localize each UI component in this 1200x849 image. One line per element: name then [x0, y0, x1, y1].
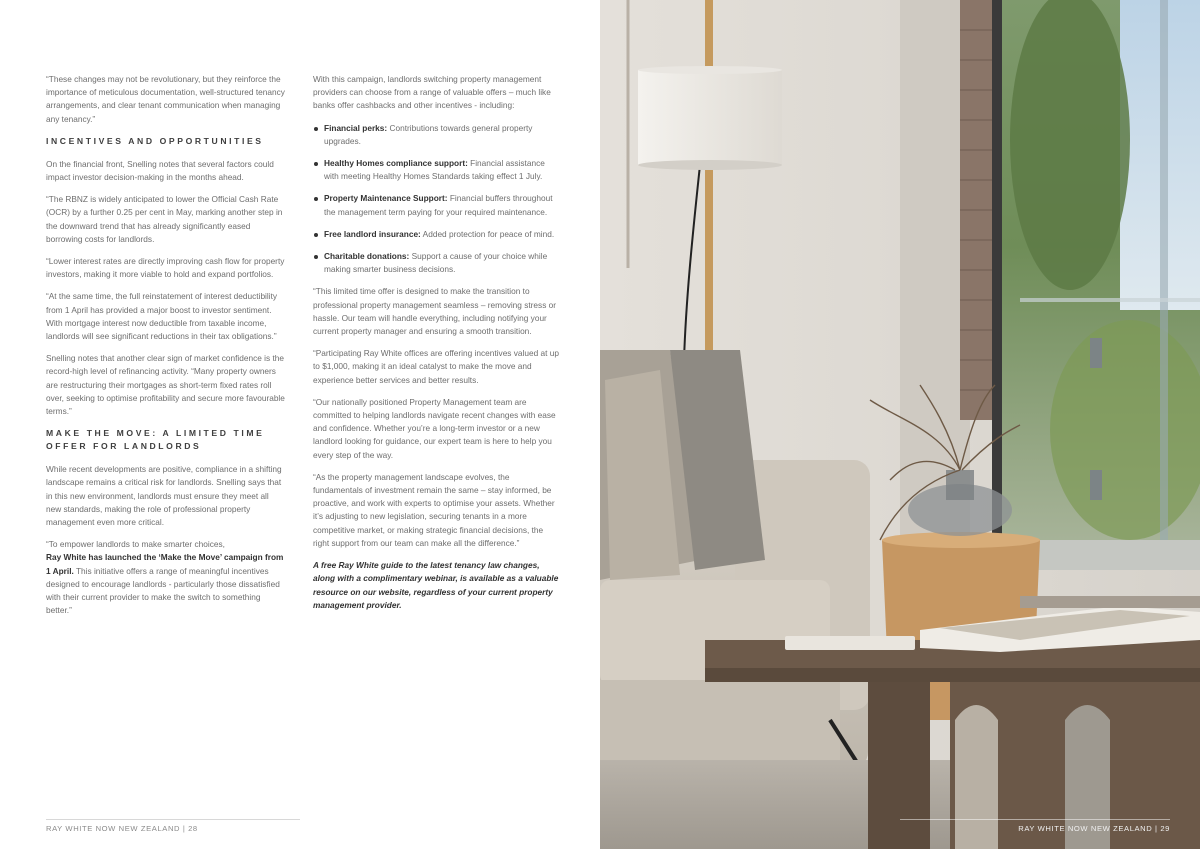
campaign-text-start: “To empower landlords to make smarter choices,: [46, 539, 225, 550]
paragraph: “At the same time, the full reinstatement of interest deductibility from 1 April has provided a major boost to investor sentiment. With mortgage interest now deductible from taxable income, landlords will see significant reductions in their tax obligations.”: [46, 291, 278, 342]
paragraph: “Lower interest rates are directly improving cash flow for property investors, making it more viable to hold and expand portfolios.: [46, 256, 285, 280]
campaign-highlight: Ray White has launched the ‘Make the Move’ campaign from 1 April.: [46, 552, 284, 576]
section-heading-incentives: INCENTIVES AND OPPORTUNITIES: [46, 135, 264, 146]
list-item: [313, 157, 559, 183]
perk-text: Contributions towards general property upgrades.: [324, 122, 533, 146]
perk-text: Financial assistance with meeting Healthy Homes Standards taking effect 1 July.: [324, 158, 545, 182]
paragraph: While recent developments are positive, compliance in a shifting landscape remains a critical risk for landlords. Snelling says that in this new environment, landlords must ensure they meet all new standards, making the role of professional property management even more critical.: [46, 464, 282, 528]
perk-label: Free landlord insurance:: [324, 228, 421, 239]
paragraph: “Participating Ray White offices are offering incentives valued at up to $1,000, making it an ideal catalyst to make the move and experience better services and better results.: [313, 348, 559, 385]
living-room-photo: [600, 0, 1200, 849]
list-item: [313, 192, 559, 218]
campaign-text-end: This initiative offers a range of meaningful incentives designed to encourage landlords - particularly those dissatisfied with their current provider to make the switch to something better.”: [46, 565, 280, 616]
paragraph: On the financial front, Snelling notes that several factors could impact investor decision-making in the months ahead.: [46, 158, 274, 183]
paragraph: “This limited time offer is designed to make the transition to professional property management seamless – removing stress or hassle. Our team will handle everything, including notifying your current property manager and ensuring a smooth transition.: [313, 286, 557, 337]
paragraph: “These changes may not be revolutionary, but they reinforce the importance of meticulous documentation, well-structured tenancy arrangements, and clear tenant communication when managing any tenancy.”: [46, 74, 285, 124]
right-page: [600, 0, 1200, 849]
perk-text: Financial buffers throughout the management term paying for your required maintenance.: [324, 193, 553, 217]
paragraph: Snelling notes that another clear sign of market confidence is the record-high level of refinancing activity. “Many property owners are restructuring their mortgages as short-term fixed rates roll over, seeking to optimise profitability and secure more favourable terms.”: [46, 353, 285, 417]
text-column-2: [313, 73, 559, 621]
callout-guide: A free Ray White guide to the latest tenancy law changes, along with a complimentary webinar, is available as a valuable resource on our website, regardless of your current property management provider.: [313, 560, 559, 610]
section-heading-make-the-move: MAKE THE MOVE: A LIMITED TIME OFFER FOR LANDLORDS: [46, 428, 265, 452]
perk-text: Support a cause of your choice while making smarter business decisions.: [324, 251, 548, 275]
paragraph: With this campaign, landlords switching property management providers can choose from a range of valuable offers – much like banks offer cashbacks and other incentives - including:: [313, 74, 551, 111]
paragraph: “As the property management landscape evolves, the fundamentals of investment remain the same – stay informed, be proactive, and work with experts to optimise your assets. Whether it’s adjusting to new legislation, securing tenants in a more competitive market, or making strategic financial decisions, the right support from our team can make all the difference.”: [313, 471, 555, 548]
perk-label: Charitable donations:: [324, 251, 410, 262]
paragraph-campaign: [46, 538, 286, 617]
text-column-1: [46, 73, 286, 627]
footer-page-28: RAY WHITE NOW NEW ZEALAND | 28: [46, 819, 300, 833]
list-item: [313, 228, 559, 241]
footer-page-29: RAY WHITE NOW NEW ZEALAND | 29: [900, 819, 1170, 833]
list-item: [313, 122, 559, 148]
paragraph: “Our nationally positioned Property Management team are committed to helping landlords navigate recent changes with ease and confidence. Whether you’re a long-term investor or a new landlord looking for guidance, our expert team is here to help you every step of the way.: [313, 396, 556, 460]
perk-label: Healthy Homes compliance support:: [324, 158, 468, 169]
perk-label: Property Maintenance Support:: [324, 193, 448, 204]
perks-list: [313, 122, 559, 277]
perk-label: Financial perks:: [324, 122, 388, 133]
list-item: [313, 250, 559, 276]
perk-text: Added protection for peace of mind.: [420, 228, 555, 239]
paragraph: “The RBNZ is widely anticipated to lower the Official Cash Rate (OCR) by a further 0.25 per cent in May, marking another step in the downward trend that has already significantly eased borrowing costs for landlords.: [46, 194, 283, 244]
